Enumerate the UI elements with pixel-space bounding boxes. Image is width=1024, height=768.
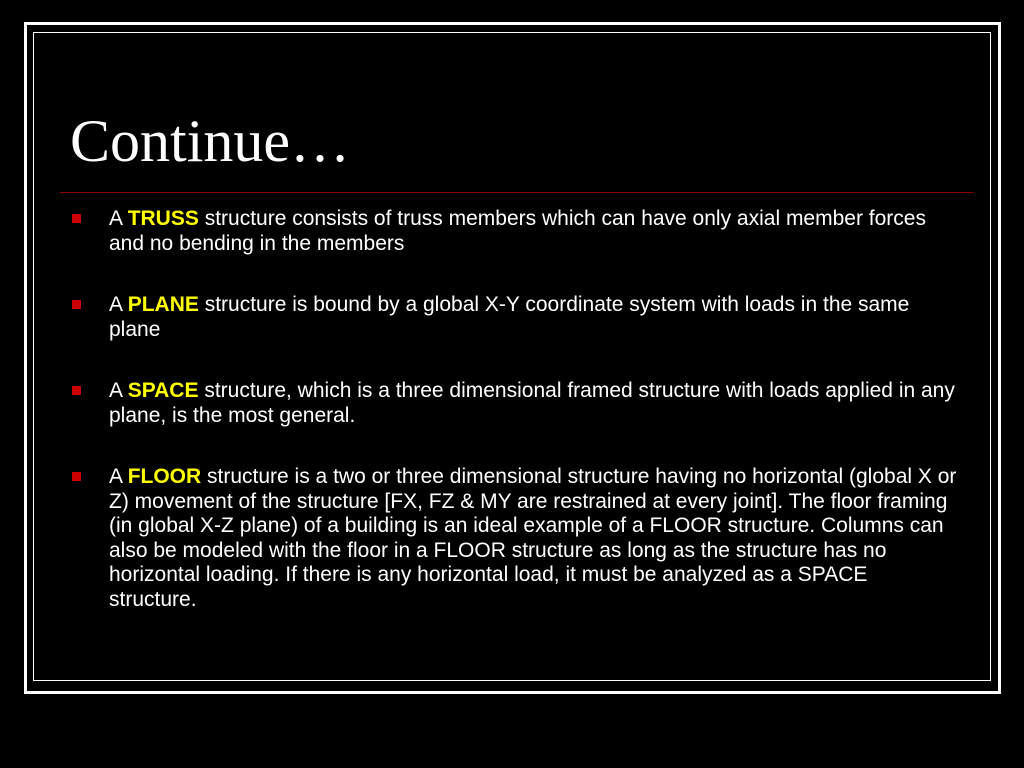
bullet-prefix: A (109, 465, 128, 488)
bullet-prefix: A (109, 379, 128, 402)
bullet-item-space (70, 379, 960, 428)
title-divider (60, 192, 973, 193)
bullet-keyword: PLANE (127, 293, 199, 316)
bullet-text: structure, which is a three dimensional framed structure with loads applied in any plane, is the most general. (109, 379, 955, 427)
bullet-keyword: TRUSS (127, 207, 199, 230)
bullet-list (70, 207, 960, 612)
bullet-prefix: A (109, 293, 128, 316)
red-square-bullet-icon (72, 300, 81, 309)
bullet-text: structure consists of truss members which can have only axial member forces and no bending in the members (109, 207, 926, 255)
bullet-text: structure is a two or three dimensional structure having no horizontal (global X or Z) movement of the structure [FX, FZ & MY are restrained at every joint]. The floor framing (in global X-Z plane) of a building is an ideal example of a FLOOR structure. Columns can also be modeled with the floor in a FLOOR structure as long as the structure has no horizontal loading. If there is any horizontal load, it must be analyzed as a SPACE structure. (109, 465, 957, 611)
bullet-prefix: A (109, 207, 128, 230)
bullet-keyword: FLOOR (127, 465, 202, 488)
red-square-bullet-icon (72, 472, 81, 481)
bullet-item-truss (70, 207, 960, 256)
bullet-item-plane (70, 293, 960, 342)
red-square-bullet-icon (72, 214, 81, 223)
red-square-bullet-icon (72, 386, 81, 395)
bullet-item-floor (70, 465, 960, 612)
slide-title: Continue… (70, 108, 350, 174)
bullet-text: structure is bound by a global X-Y coordinate system with loads in the same plane (109, 293, 910, 341)
bullet-keyword: SPACE (127, 379, 199, 402)
